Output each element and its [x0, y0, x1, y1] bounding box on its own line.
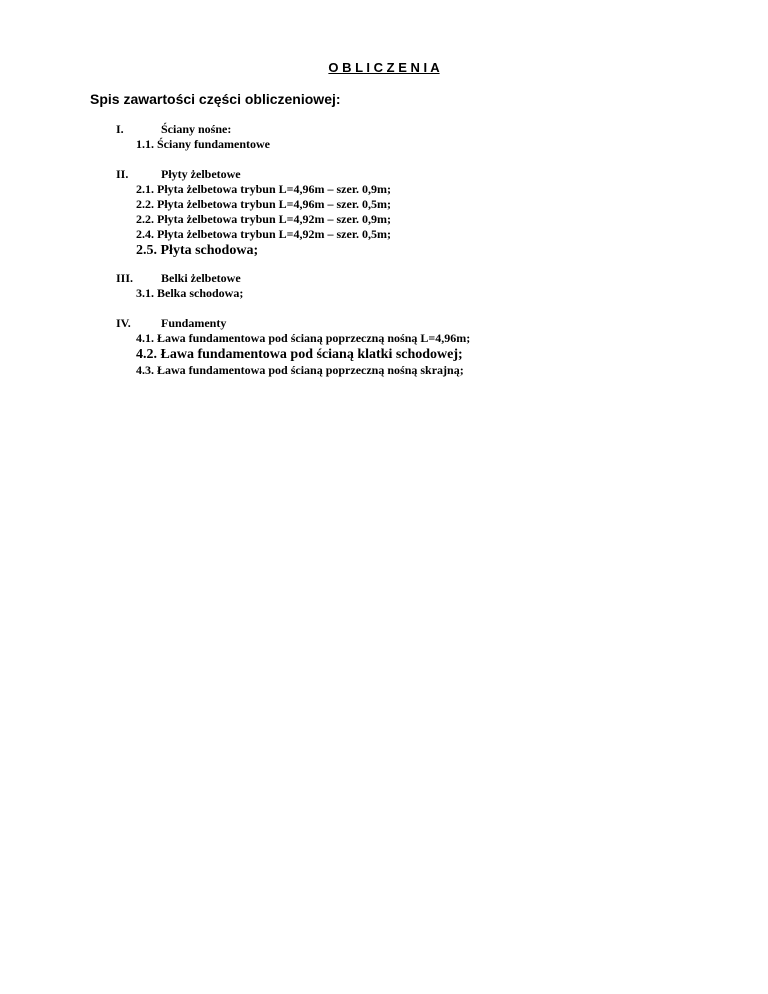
section-items [136, 331, 470, 378]
list-item: 2.2. Płyta żelbetowa trybun L=4,96m – szer. 0,5m; [136, 197, 392, 211]
section-number: I. [116, 122, 124, 136]
table-of-contents-heading: Spis zawartości części obliczeniowej: [90, 91, 341, 107]
list-item: 4.3. Ława fundamentowa pod ścianą poprzeczną nośną skrajną; [136, 363, 464, 377]
section-number: III. [116, 271, 134, 285]
list-item: 3.1. Belka schodowa; [136, 286, 244, 300]
list-item: 4.1. Ława fundamentowa pod ścianą poprzeczną nośną L=4,96m; [136, 331, 471, 345]
section-number: IV. [116, 316, 131, 330]
section-heading: Fundamenty [161, 316, 227, 330]
list-item: 2.4. Płyta żelbetowa trybun L=4,92m – szer. 0,5m; [136, 227, 392, 241]
list-item: 2.1. Płyta żelbetowa trybun L=4,96m – szer. 0,9m; [136, 182, 392, 196]
section-heading: Ściany nośne: [161, 122, 232, 136]
section-heading: Płyty żelbetowe [161, 167, 241, 181]
section-number: II. [116, 167, 129, 181]
list-item: 2.5. Płyta schodowa; [136, 243, 259, 258]
section-items [136, 182, 391, 259]
section-items [136, 137, 270, 152]
section-heading: Belki żelbetowe [161, 271, 241, 285]
list-item: 1.1. Ściany fundamentowe [136, 137, 271, 151]
page-title: O B L I C Z E N I A [328, 60, 440, 75]
section-items [136, 286, 243, 301]
list-item: 4.2. Ława fundamentowa pod ścianą klatki schodowej; [136, 347, 463, 362]
list-item: 2.2. Płyta żelbetowa trybun L=4,92m – szer. 0,9m; [136, 212, 392, 226]
